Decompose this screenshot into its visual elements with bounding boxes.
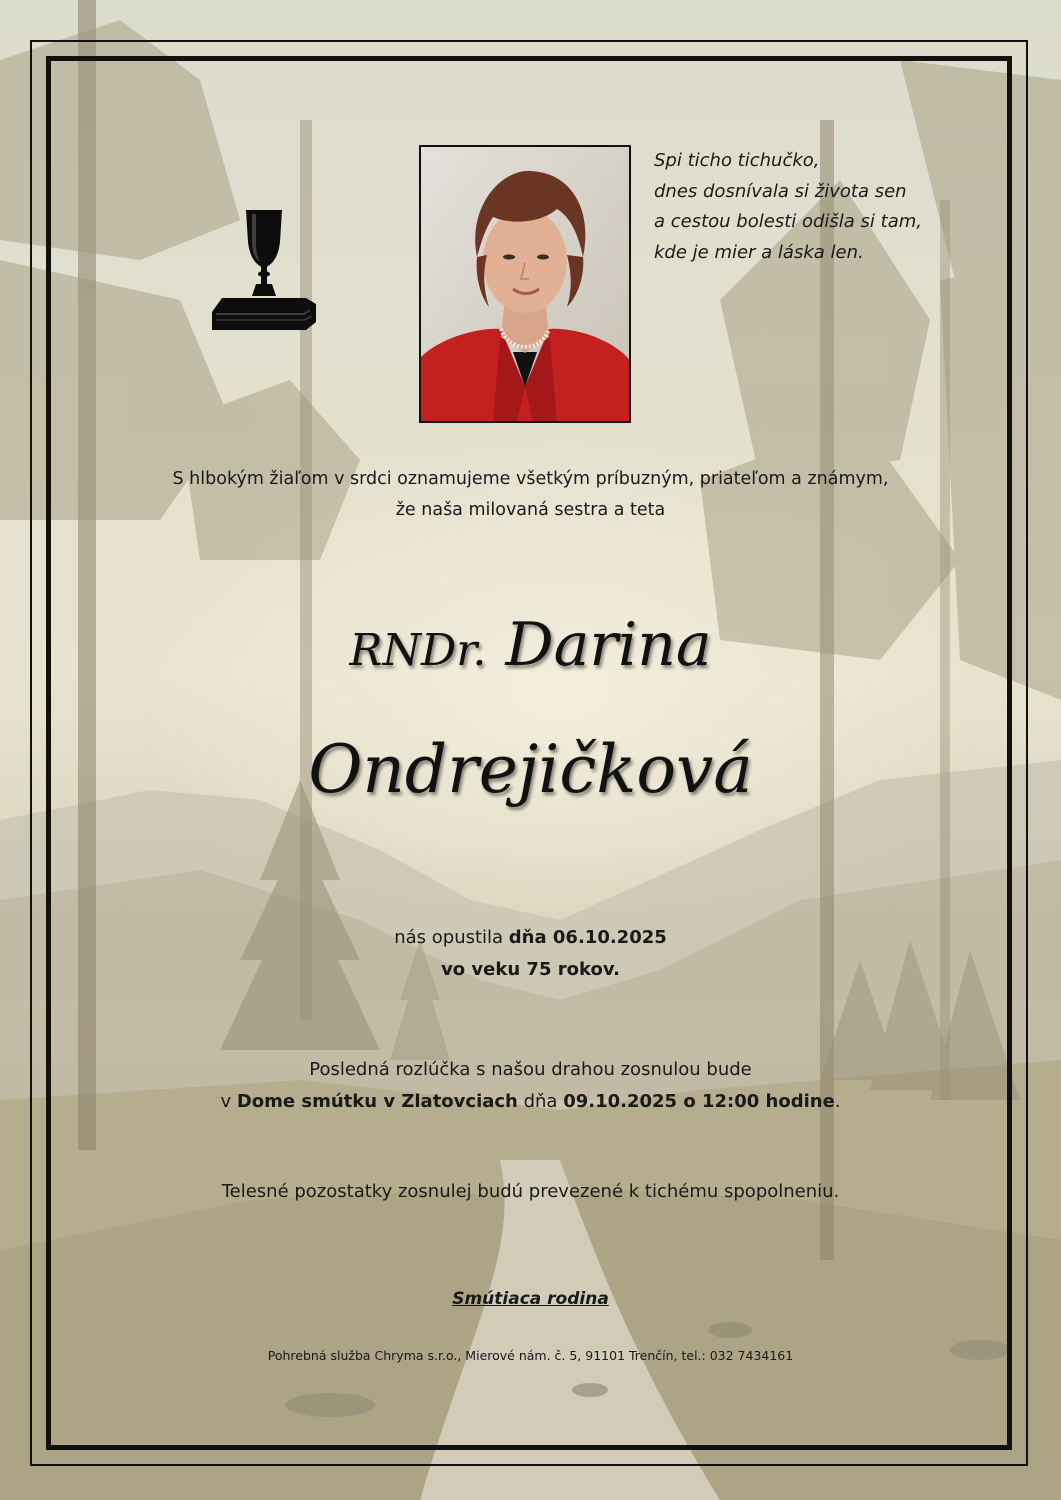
funeral-place: Dome smútku v Zlatovciach xyxy=(236,1091,518,1112)
death-date-line xyxy=(60,922,1001,954)
deceased-title-and-first-name xyxy=(60,605,1001,691)
age: vo veku 75 rokov. xyxy=(441,959,620,980)
mourning-family-signature: Smútiaca rodina xyxy=(452,1289,609,1309)
poem-line: kde je mier a láska len. xyxy=(654,241,864,263)
remains-note: Telesné pozostatky zosnulej budú prevezené k tichému spopolneniu. xyxy=(221,1181,840,1202)
death-date: dňa 06.10.2025 xyxy=(508,927,667,948)
poem-line: dnes dosnívala si života sen xyxy=(654,180,907,202)
memorial-poem xyxy=(654,146,954,268)
funeral-line-1: Posledná rozlúčka s našou drahou zosnulou bude xyxy=(309,1059,752,1080)
funeral-info xyxy=(60,1054,1001,1118)
chalice-on-book-icon xyxy=(206,204,322,340)
first-name: Darina xyxy=(505,610,712,680)
funeral-end: . xyxy=(834,1091,841,1112)
age-line xyxy=(60,954,1001,986)
funeral-line-2 xyxy=(60,1086,1001,1118)
portrait-photo xyxy=(419,145,631,423)
intro-line-2: že naša milovaná sestra a teta xyxy=(395,500,666,520)
funeral-service-footer: Pohrebná služba Chryma s.r.o., Mierové nám. č. 5, 91101 Trenčín, tel.: 032 7434161 xyxy=(267,1348,794,1363)
funeral-pre: v xyxy=(220,1091,237,1112)
death-info xyxy=(60,922,1001,986)
intro-line-1: S hlbokým žiaľom v srdci oznamujeme všetkým príbuzným, priateľom a známym, xyxy=(172,469,889,489)
announcement-intro xyxy=(60,464,1001,526)
funeral-mid: dňa xyxy=(517,1091,564,1112)
funeral-datetime: 09.10.2025 o 12:00 hodine xyxy=(563,1091,835,1112)
academic-title: RNDr. xyxy=(349,625,487,676)
deceased-last-name: Ondrejičková xyxy=(308,731,753,808)
portrait-illustration xyxy=(421,147,629,421)
death-prefix: nás opustila xyxy=(394,927,509,948)
poem-line: Spi ticho tichučko, xyxy=(654,150,820,171)
poem-line: a cestou bolesti odišla si tam, xyxy=(654,211,922,232)
